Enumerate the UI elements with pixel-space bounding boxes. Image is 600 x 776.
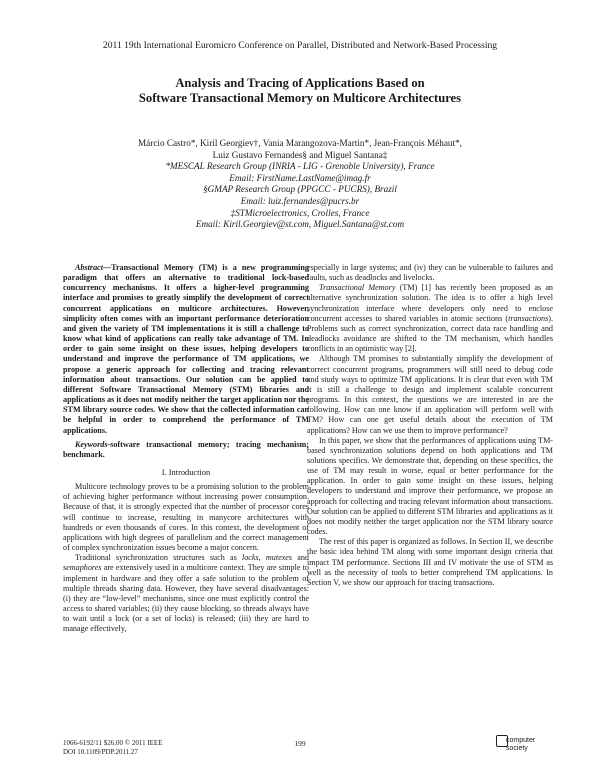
term-transactions: transactions	[508, 313, 549, 323]
right-column	[307, 263, 553, 588]
affiliation-3: ‡STMicroelectronics, Crolles, France	[230, 207, 370, 218]
r2-text-a: (TM) [1] has recently been proposed as an alternative synchronization solution. The idea is to offer a high level synchronization interface where developers only need to enclose concurrent accesses to shared variables in atomic sections (	[307, 283, 553, 323]
authors-line-2: Luiz Gustavo Fernandes§ and Miguel Santana‡	[212, 149, 388, 160]
p2-text-b: ,	[258, 553, 266, 563]
email-2: Email: luiz.fernandes@pucrs.br	[240, 195, 360, 206]
right-paragraph-4: In this paper, we show that the performances of applications using TM-based synchronization solutions depend on both applications and TM solutions specifics. We demonstrate that, depending on these specifics, the use of TM may result in worse, equal or better performance for the application. In order to gain some insight on these issues, helping developers to understand and improve their performance, we propose an approach for collecting and tracing relevant information about transactions. Our solution can be applied to different STM libraries and applications as it does not modify neither the target application nor the STM library source codes.	[307, 435, 553, 537]
term-mutexes: mutexes	[265, 553, 293, 563]
title-line-2: Software Transactional Memory on Multicore Architectures	[138, 91, 462, 105]
author-block	[0, 138, 600, 231]
section-heading-introduction: I. Introduction	[161, 467, 211, 477]
doi-line: DOI 10.1109/PDP.2011.27	[63, 748, 138, 756]
right-paragraph-1: especially in large systems; and (iv) they can be vulnerable to failures and faults, such as deadlocks and livelocks.	[307, 263, 553, 283]
term-semaphores: semaphores	[63, 563, 102, 573]
copyright-line: 1066-6192/11 $26.00 © 2011 IEEE	[63, 739, 163, 747]
right-paragraph-5: The rest of this paper is organized as follows. In Section II, we describe the basic idea behind TM along with some important design criteria that impact TM performance. Sections III and IV motivate the use of STM as well as the necessity of tools to better comprehend TM applications. In Section V, we show our approach for tracing transactions.	[307, 537, 553, 587]
p2-text-c: and	[292, 553, 309, 563]
affiliation-2: §GMAP Research Group (PPGCC - PUCRS), Brazil	[203, 184, 397, 195]
term-transactional-memory: Transactional Memory	[319, 283, 396, 293]
paper-title	[0, 76, 600, 106]
keywords-text: -software transactional memory; tracing mechanism; benchmark.	[63, 439, 309, 459]
authors-line-1: Márcio Castro*, Kiril Georgiev†, Vania Marangozova-Martin*, Jean-François Méhaut*,	[138, 138, 462, 148]
abstract-lead: Abstract	[75, 263, 103, 272]
intro-paragraph-2	[63, 553, 309, 634]
p2-text-a: Traditional synchronization structures such as	[75, 553, 242, 563]
term-locks: locks	[241, 553, 259, 563]
keywords-lead: Keywords	[75, 439, 108, 449]
email-3: Email: Kiril.Georgiev@st.com, Miguel.Santana@st.com	[195, 219, 405, 230]
affiliation-1: *MESCAL Research Group (INRIA - LIG - Grenoble University), France	[165, 161, 435, 172]
left-column	[63, 263, 309, 634]
r2-text-b: ). Problems such as correct synchronization, correct data race handling and deadlocks avoidance are shifted to the TM mechanism, which handles conflicts in an optimistic way [2].	[307, 313, 553, 354]
keywords	[63, 440, 309, 460]
abstract-text: —Transactional Memory (TM) is a new programming paradigm that offers an alternative to traditional lock-based concurrency mechanisms. It offers a higher-level programming interface and promises to greatly simplify the development of correct concurrent applications on multicore architectures. However, simplicity often comes with an important performance deterioration and given the variety of TM implementations it is still a challenge to know what kind of applications can really take advantage of TM. In order to gain some insight on these issues, helping developers to understand and improve the performance of TM applications, we propose a generic approach for collecting and tracing relevant information about transactions. Our solution can be applied to different Software Transactional Memory (STM) libraries and applications as it does not modify neither the target application nor the STM library source codes. We show that the collected information can be helpful in order to comprehend the performance of TM applications.	[63, 263, 309, 435]
intro-paragraph-1: Multicore technology proves to be a promising solution to the problem of achieving higher performance without increasing power consumption. Because of that, it is strongly expected that the number of processor cores will continue to increase, resulting in manycore architectures with hundreds or even thousands of cores. In this context, the development of applications with high degrees of parallelism and the correct management of complex synchronization issues become a major concern.	[63, 482, 309, 553]
computer-society-logo	[496, 735, 540, 761]
title-line-1: Analysis and Tracing of Applications Based on	[175, 76, 425, 90]
right-paragraph-2	[307, 283, 553, 354]
conference-header: 2011 19th International Euromicro Conference on Parallel, Distributed and Network-Based Processing	[102, 40, 498, 51]
p2-text-d: are extensively used in a multicore context. They are simple to implement in hardware and they offer a safe solution to the problem of multiple threads sharing data. However, they have several disadvantages: (i) they are “low-level” mechanisms, since one must explicitly control the access to shared variables; (ii) they cause blocking, so threads always have to wait until a lock (or a set of locks) is released; (iii) they are hard to manage effectively,	[63, 563, 309, 634]
right-paragraph-3: Although TM promises to substantially simplify the development of correct concurrent programs, programmers will still need to debug code and study ways to optimize TM applications. It is clear that even with TM it is still a challenge to design and implement scalable concurrent programs. In this context, the questions we are interested in are the following. How can one know if an application will perform well with TM? How can one get useful details about the execution of TM applications? How can we use them to improve performance?	[307, 354, 553, 435]
logo-line-2: society	[506, 744, 528, 752]
email-1: Email: FirstName.LastName@imag.fr	[229, 172, 371, 183]
logo-line-1: computer	[506, 737, 536, 744]
logo-text	[506, 737, 535, 752]
abstract	[63, 263, 309, 436]
page-number: 199	[294, 739, 306, 748]
